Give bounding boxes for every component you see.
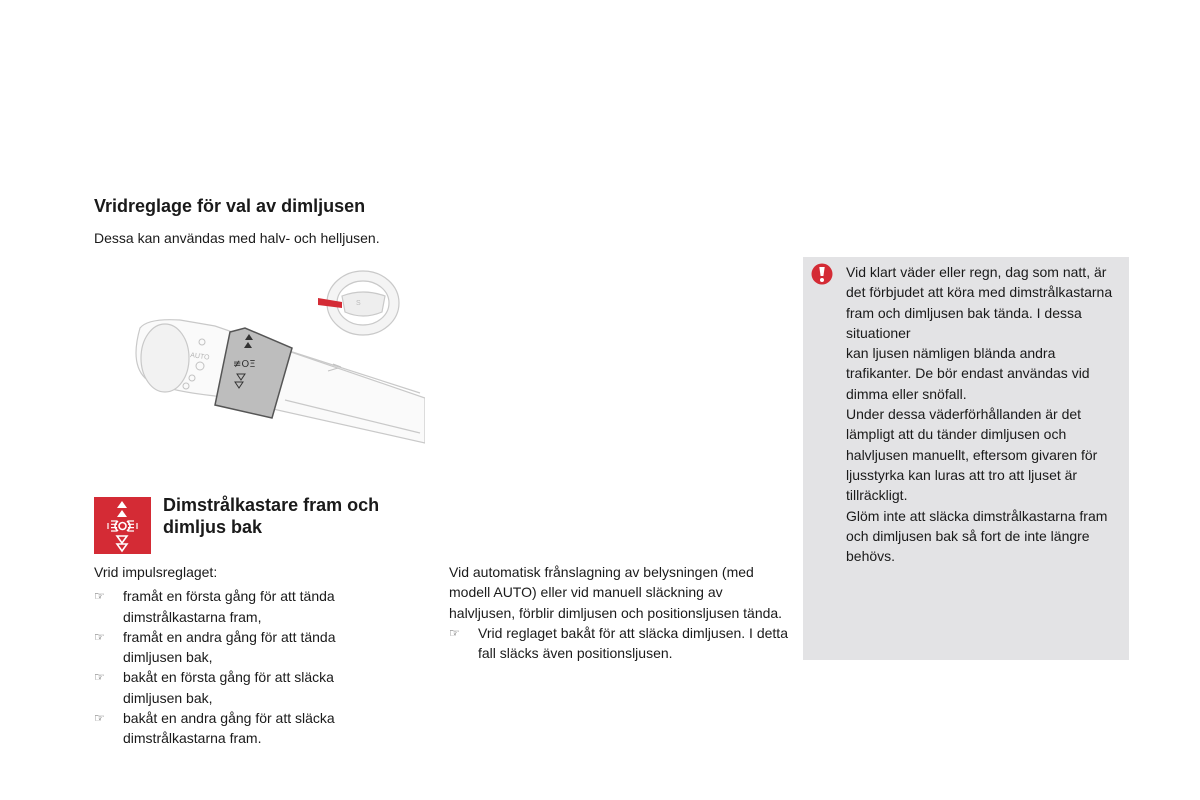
pointing-hand-icon: ☞ <box>94 670 105 685</box>
svg-text:S: S <box>356 300 361 307</box>
list-item: ☞ framåt en första gång för att tända dimstrålkastarna fram, <box>94 588 335 625</box>
pointing-hand-icon: ☞ <box>94 589 105 604</box>
pointing-hand-icon: ☞ <box>449 625 460 640</box>
list-item: ☞ Vrid reglaget bakåt för att släcka dimljusen. I detta fall släcks även positionsljusen. <box>449 624 788 662</box>
pointing-hand-icon: ☞ <box>94 711 105 726</box>
list-item: ☞ framåt en andra gång för att tända dimljusen bak, <box>94 628 336 666</box>
fog-bullet-list <box>94 586 394 748</box>
auto-instructions <box>449 562 789 663</box>
fog-lamps-icon <box>94 497 151 554</box>
intro-text: Dessa kan användas med halv- och helljusen. <box>94 230 380 246</box>
pointing-hand-icon: ☞ <box>94 629 105 644</box>
warning-icon <box>811 263 833 285</box>
fog-section-title: Dimstrålkastare fram och dimljus bak <box>163 495 380 537</box>
svg-text:≢OΞ: ≢OΞ <box>233 359 256 370</box>
auto-label: AUTO <box>189 352 210 362</box>
list-item: ☞ bakåt en andra gång för att släcka dimstrålkastarna fram. <box>94 710 335 747</box>
fog-lead-text: Vrid impulsreglaget: <box>94 564 218 580</box>
list-item: ☞ bakåt en första gång för att släcka dimljusen bak, <box>94 669 334 706</box>
fog-instructions <box>94 562 394 749</box>
auto-bullet-list <box>449 623 789 664</box>
auto-paragraph: Vid automatisk frånslagning av belysningen (med modell AUTO) eller vid manuell släckning av halvljusen, förblir dimljusen och positionsljusen tända. <box>449 564 783 621</box>
warning-text: Vid klart väder eller regn, dag som natt, är det förbjudet att köra med dimstrålkastarna fram och dimljusen bak tända. I dessa situationer kan ljusen nämligen blända andra trafikanter. De bör endast användas vid dimma eller snöfall. Under dessa väderförhållanden är det lämpligt att du tänder dimljusen och halvljusen manuellt, eftersom givaren för ljusstyrka kan luras att tro att ljuset är tillräckligt. Glöm inte att släcka dimstrålkastarna fram och dimljusen bak så fort de inte längre behövs. <box>846 264 1113 565</box>
section-title: Vridreglage för val av dimljusen <box>94 196 366 216</box>
light-stalk-illustration <box>120 268 425 448</box>
